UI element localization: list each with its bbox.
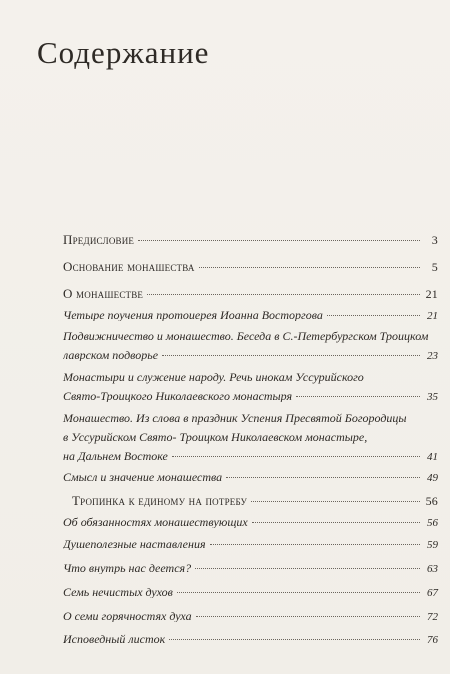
toc-leader-dots [210,544,420,545]
toc-leader-dots [177,592,420,593]
toc-entry-item-4-line-1: Монашество. Из слова в праздник Успения Пресвятой Богородицы [63,411,407,425]
toc-entry-label: Смысл и значение монашества [63,471,223,483]
toc-page-number: 49 [427,472,438,484]
toc-leader-dots [196,616,420,617]
toc-entry-item-7 [63,538,438,551]
toc-leader-dots [172,456,420,457]
toc-page-number: 56 [427,517,438,529]
toc-leader-dots [199,267,420,268]
toc-entry-item-4 [63,450,438,463]
toc-leader-dots [251,501,420,502]
page-title: Содержание [37,35,210,70]
toc-page-number: 5 [431,260,438,274]
toc-entry-label: Семь нечистых духов [63,586,173,598]
toc-entry-label: лаврском подворье [63,349,159,361]
toc-entry-label: Четыре поучения протоиерея Иоанна Восторгова [63,309,323,321]
toc-page-number: 23 [427,350,438,362]
toc-entry-label: Исповедный листок [63,633,166,645]
toc-entry-item-6 [63,516,438,529]
toc-entry-about [63,287,438,300]
toc-leader-dots [327,315,420,316]
toc-entry-path [72,494,438,507]
toc-page-number: 41 [427,451,438,463]
toc-entry-label: Предисловие [63,233,135,246]
toc-page-number: 67 [427,587,438,599]
toc-entry-item-9 [63,586,438,599]
toc-entry-item-2-line-1: Подвижничество и монашество. Беседа в С.-Петербургском Троицком [63,329,429,343]
toc-leader-dots [169,639,420,640]
toc-entry-label: О монашестве [63,287,144,300]
toc-page-number: 72 [427,611,438,623]
toc-leader-dots [138,240,420,241]
toc-entry-item-5 [63,471,438,484]
toc-entry-item-11 [63,633,438,646]
toc-entry-label: на Дальнем Востоке [63,450,168,462]
toc-page-number: 63 [427,563,438,575]
toc-entry-label: О семи горячностях духа [63,610,192,622]
toc-entry-label: Свято-Троицкого Николаевского монастыря [63,390,293,402]
toc-page-number: 35 [427,391,438,403]
toc-entry-item-8 [63,562,438,575]
toc-entry-item-3-line-1: Монастыри и служение народу. Речь инокам Уссурийского [63,370,364,384]
toc-leader-dots [195,568,420,569]
toc-page-number: 76 [427,634,438,646]
toc-entry-item-4-line-2: в Уссурийском Свято- Троицком Николаевском монастыре, [63,430,368,444]
toc-page-number: 21 [425,287,438,301]
toc-entry-item-3 [63,390,438,403]
toc-page-number: 3 [431,233,438,247]
toc-page-number: 21 [427,310,438,322]
toc-entry-preface [63,233,438,246]
toc-entry-label: Что внутрь нас деется? [63,562,192,574]
toc-leader-dots [226,477,420,478]
toc-entry-label: Основание монашества [63,260,195,273]
toc-entry-item-10 [63,610,438,623]
toc-page-number: 56 [425,494,438,508]
toc-leader-dots [162,355,420,356]
toc-page-number: 59 [427,539,438,551]
toc-entry-label: Душеполезные наставления [63,538,206,550]
toc-entry-label: Тропинка к единому на потребу [72,494,248,507]
toc-leader-dots [147,294,420,295]
toc-entry-label: Об обязанностях монашествующих [63,516,248,528]
toc-entry-item-2 [63,349,438,362]
toc-leader-dots [252,522,420,523]
toc-leader-dots [296,396,420,397]
toc-entry-item-1 [63,309,438,322]
toc-entry-founding [63,260,438,273]
